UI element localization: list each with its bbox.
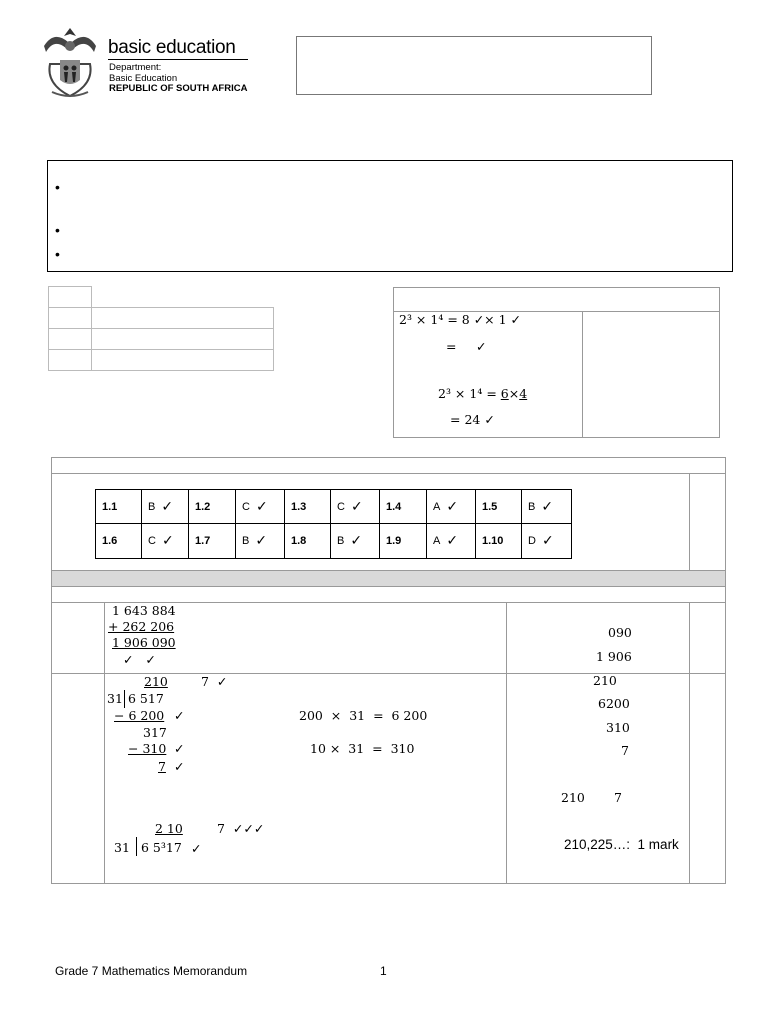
mcq-marks-cell xyxy=(689,473,726,571)
dept-line-1: Department: xyxy=(109,62,162,73)
mcq-answer xyxy=(330,523,380,559)
mcq-number: 1.2 xyxy=(188,489,236,524)
tick-icon: ✓ xyxy=(350,498,363,515)
mcq-answer-letter: B xyxy=(528,500,536,513)
mcq-number: 1.5 xyxy=(475,489,522,524)
subtract-1: − 6 200 xyxy=(114,708,165,723)
mcq-number: 1.8 xyxy=(284,523,331,559)
title-box xyxy=(296,36,652,95)
footer-title: Grade 7 Mathematics Memorandum xyxy=(55,964,248,978)
tick-icon: ✓ xyxy=(161,498,174,515)
mark-note: 210,225…: 1 mark xyxy=(564,837,679,852)
tick-icon: ✓ xyxy=(174,759,185,774)
division-mark-1: 210 xyxy=(593,673,617,688)
department-text xyxy=(109,63,247,95)
brand-name: basic education xyxy=(108,37,236,58)
bullet-3: • xyxy=(55,246,60,262)
tick-icon: ✓ xyxy=(255,498,268,515)
mcq-answer xyxy=(141,523,189,559)
alt-remainder-ticks: 7 ✓✓✓ xyxy=(217,821,265,836)
division-bracket xyxy=(124,690,125,708)
table-cell xyxy=(48,286,92,308)
alt-division-bracket xyxy=(136,837,137,856)
tick-icon: ✓ xyxy=(446,498,459,515)
quotient: 210 xyxy=(144,674,168,689)
mcq-number: 1.10 xyxy=(475,523,522,559)
division-final-quotient: 210 xyxy=(561,790,585,805)
addend-b: + 262 206 xyxy=(108,619,175,634)
mcq-number: 1.3 xyxy=(284,489,331,524)
exponent-box-header xyxy=(393,287,720,312)
table-cell xyxy=(91,328,274,350)
addition-total-cell xyxy=(689,602,726,674)
table-cell xyxy=(91,349,274,371)
instructions-box xyxy=(47,160,733,272)
table-cell xyxy=(48,349,92,371)
division-mark-3: 310 xyxy=(606,720,630,735)
exp-line-3-lhs: 2³ × 1⁴ = xyxy=(438,386,501,401)
mcq-answer xyxy=(141,489,189,524)
calc-1: 200 × 31 = 6 200 xyxy=(299,708,428,723)
remainder-tick: 7 ✓ xyxy=(201,674,228,689)
tick-icon: ✓ xyxy=(174,708,185,723)
division-mark-4: 7 xyxy=(621,743,629,758)
page-number: 1 xyxy=(380,964,387,978)
mcq-answer-letter: B xyxy=(337,535,345,547)
calc-2: 10 × 31 = 310 xyxy=(310,741,415,756)
alt-dividend: 6 5³17 xyxy=(141,840,182,855)
addition-mark-1: 090 xyxy=(608,625,632,640)
dept-line-3: REPUBLIC OF SOUTH AFRICA xyxy=(109,83,248,94)
exp-factor-a: 6 xyxy=(500,386,509,401)
mcq-answer-letter: C xyxy=(337,500,345,513)
remainder-1: 317 xyxy=(143,725,167,740)
tick-icon: ✓ xyxy=(350,533,363,549)
q-num-cell xyxy=(51,602,105,674)
divisor: 31 xyxy=(107,691,123,706)
mcq-number: 1.1 xyxy=(95,489,142,524)
tick-icon: ✓ xyxy=(446,533,459,549)
exponent-box-marks xyxy=(582,311,720,438)
mcq-answer xyxy=(235,489,285,524)
tick-icon: ✓ xyxy=(541,498,554,515)
addition-ticks: ✓ ✓ xyxy=(123,652,156,667)
main-header-row xyxy=(51,457,726,474)
mcq-answer-letter: B xyxy=(148,500,156,513)
mcq-answer-letter: B xyxy=(242,535,250,547)
mcq-answer-letter: C xyxy=(148,535,156,547)
dividend: 6 517 xyxy=(128,691,164,706)
tick-icon: ✓ xyxy=(191,841,202,856)
mcq-answer-letter: A xyxy=(433,535,441,547)
mcq-number: 1.6 xyxy=(95,523,142,559)
table-cell xyxy=(48,328,92,350)
exp-times: × xyxy=(508,386,520,401)
bullet-2: • xyxy=(55,222,60,238)
tick-icon: ✓ xyxy=(174,741,185,756)
sum: 1 906 090 xyxy=(112,635,176,650)
exp-line-2-eq: = xyxy=(446,339,457,354)
mcq-answer-letter: A xyxy=(433,500,441,513)
mcq-number: 1.9 xyxy=(379,523,427,559)
exp-factor-b: 4 xyxy=(519,386,528,401)
q-num-cell xyxy=(51,673,105,884)
exp-line-3 xyxy=(438,386,527,401)
mcq-number: 1.7 xyxy=(188,523,236,559)
mcq-answer xyxy=(521,523,572,559)
tick-icon: ✓ xyxy=(541,533,554,549)
table-cell xyxy=(91,307,274,329)
mcq-answer xyxy=(426,523,476,559)
subtract-2: − 310 xyxy=(128,741,167,756)
addend-a: 1 643 884 xyxy=(112,603,176,618)
bullet-1: • xyxy=(55,179,60,195)
division-mark-2: 6200 xyxy=(598,696,630,711)
mcq-answer-letter: C xyxy=(242,500,250,513)
mcq-answer xyxy=(235,523,285,559)
coat-of-arms-logo xyxy=(40,24,100,100)
division-final-remainder: 7 xyxy=(614,790,622,805)
section-divider xyxy=(51,570,726,587)
section-header-row xyxy=(51,586,726,603)
exp-line-1: 2³ × 1⁴ = 8 ✓× 1 ✓ xyxy=(399,312,522,327)
division-total-cell xyxy=(689,673,726,884)
addition-mark-2: 1 906 xyxy=(596,649,632,664)
mcq-answer xyxy=(521,489,572,524)
tick-icon: ✓ xyxy=(255,533,268,549)
alt-divisor: 31 xyxy=(114,840,130,855)
mcq-number: 1.4 xyxy=(379,489,427,524)
mcq-answer-letter: D xyxy=(528,535,536,547)
exp-line-2-tick: ✓ xyxy=(476,339,487,354)
mcq-answer xyxy=(426,489,476,524)
brand-underline xyxy=(108,59,248,60)
mcq-answer xyxy=(330,489,380,524)
dept-line-2: Basic Education xyxy=(109,72,178,84)
table-cell xyxy=(48,307,92,329)
remainder-2: 7 xyxy=(158,759,166,774)
exp-line-4: = 24 ✓ xyxy=(450,412,495,427)
alt-quotient: 2 10 xyxy=(155,821,183,836)
tick-icon: ✓ xyxy=(161,533,174,549)
